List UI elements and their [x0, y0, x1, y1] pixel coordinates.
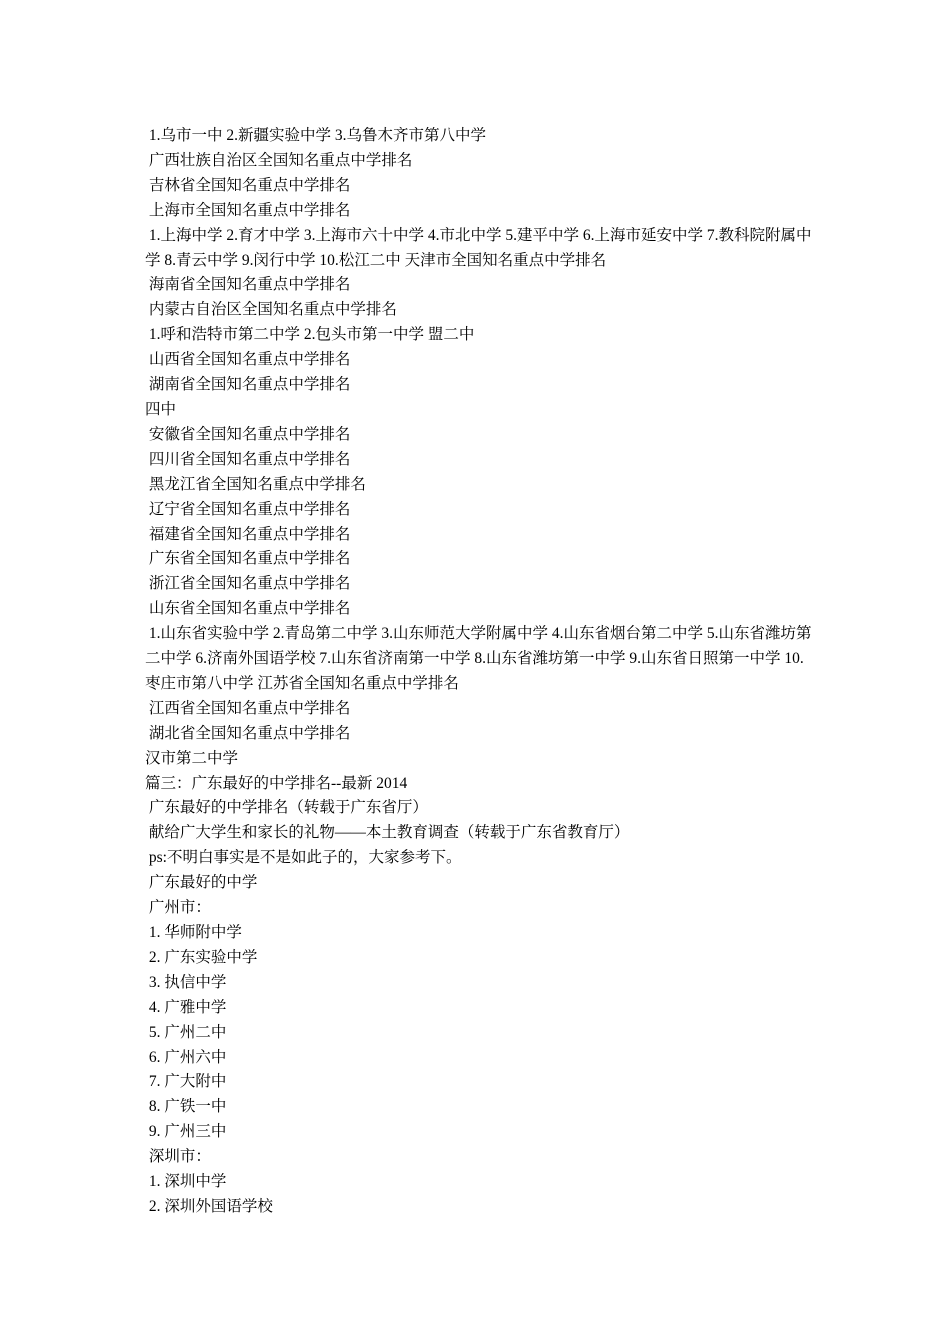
document-line: 江西省全国知名重点中学排名 [145, 699, 351, 717]
document-line: 1. 深圳中学 [145, 1173, 227, 1191]
document-line: 四川省全国知名重点中学排名 [145, 450, 351, 468]
document-line: 湖南省全国知名重点中学排名 [145, 376, 351, 394]
document-line: 3. 执信中学 [145, 973, 227, 991]
document-line: 浙江省全国知名重点中学排名 [145, 575, 351, 593]
document-line: 安徽省全国知名重点中学排名 [145, 425, 351, 443]
document-line: 2. 深圳外国语学校 [145, 1197, 273, 1215]
document-line: 山西省全国知名重点中学排名 [145, 351, 351, 369]
document-line: 广东最好的中学 [145, 874, 258, 892]
document-line: 广西壮族自治区全国知名重点中学排名 [145, 151, 413, 169]
document-line: 1.上海中学 2.育才中学 3.上海市六十中学 4.市北中学 5.建平中学 6.上海市延安中学 7.教科院附属中学 8.青云中学 9.闵行中学 10.松江二中 天津市全国知名重点中学排名 [145, 226, 812, 269]
document-line: 7. 广大附中 [145, 1073, 227, 1091]
document-line: 1.乌市一中 2.新疆实验中学 3.乌鲁木齐市第八中学 [145, 127, 487, 144]
document-line: 1.呼和浩特市第二中学 2.包头市第一中学 盟二中 [145, 326, 475, 344]
document-line: 四中 [145, 400, 177, 418]
document-line: 6. 广州六中 [145, 1048, 227, 1066]
document-line: 4. 广雅中学 [145, 998, 227, 1016]
document-line: 广东最好的中学排名（转载于广东省厅） [145, 799, 428, 817]
document-line: 广东省全国知名重点中学排名 [145, 550, 351, 568]
document-line: 9. 广州三中 [145, 1123, 227, 1141]
document-line: 1. 华师附中学 [145, 924, 242, 941]
document-body [145, 124, 815, 1220]
document-line: 上海市全国知名重点中学排名 [145, 201, 351, 219]
document-line: 湖北省全国知名重点中学排名 [145, 724, 351, 742]
document-line: 5. 广州二中 [145, 1023, 227, 1041]
document-line: 1.山东省实验中学 2.青岛第二中学 3.山东师范大学附属中学 4.山东省烟台第二中学 5.山东省潍坊第二中学 6.济南外国语学校 7.山东省济南第一中学 8.山东省潍坊第一中学 9.山东省日照第一中学 10.枣庄市第八中学 江苏省全国知名重点中学排名 [145, 625, 812, 692]
document-line: 海南省全国知名重点中学排名 [145, 276, 351, 294]
document-line: 献给广大学生和家长的礼物——本土教育调查（转载于广东省教育厅） [145, 824, 630, 842]
document-line: 广州市： [145, 899, 211, 917]
document-line: 山东省全国知名重点中学排名 [145, 600, 351, 618]
document-line: 汉市第二中学 [145, 749, 239, 767]
document-line: 2. 广东实验中学 [145, 948, 258, 966]
document-line: 黑龙江省全国知名重点中学排名 [145, 475, 366, 493]
document-line: 内蒙古自治区全国知名重点中学排名 [145, 301, 397, 319]
document-line: ps:不明白事实是不是如此子的，大家参考下。 [145, 849, 462, 867]
document-line: 8. 广铁一中 [145, 1098, 227, 1116]
document-line: 篇三：广东最好的中学排名--最新 2014 [145, 774, 408, 792]
document-line: 深圳市： [145, 1148, 211, 1166]
document-line: 吉林省全国知名重点中学排名 [145, 176, 351, 194]
document-line: 辽宁省全国知名重点中学排名 [145, 500, 351, 518]
document-line: 福建省全国知名重点中学排名 [145, 525, 351, 543]
